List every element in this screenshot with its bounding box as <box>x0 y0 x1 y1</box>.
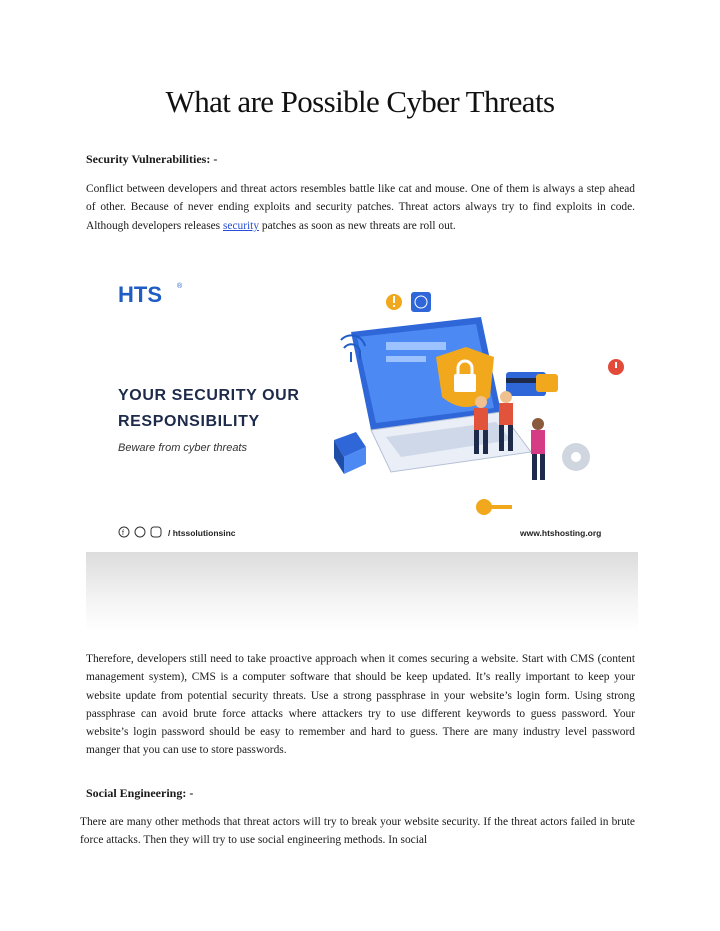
banner-reflection <box>86 552 638 632</box>
instagram-icon <box>151 527 161 537</box>
alert-icon <box>386 294 402 310</box>
key-icon <box>476 499 512 515</box>
hts-logo: HTS <box>118 282 162 307</box>
social-handle: / htssolutionsinc <box>168 528 236 538</box>
hts-banner-image <box>86 262 638 552</box>
chart-panel-icon <box>436 357 476 387</box>
credit-card-icon <box>506 372 558 396</box>
trademark-mark: ® <box>177 283 183 290</box>
svg-text:f: f <box>122 530 124 537</box>
warning-icon <box>608 359 624 375</box>
gear-icon <box>562 443 590 471</box>
banner-website: www.htshosting.org <box>520 528 602 538</box>
user-figure <box>531 418 545 480</box>
banner-headline-line2: RESPONSIBILITY <box>118 413 260 430</box>
twitter-icon <box>135 527 145 537</box>
globe-icon <box>411 292 431 312</box>
facebook-icon <box>119 527 129 537</box>
security-link[interactable]: security <box>222 219 260 232</box>
section-heading-vulnerabilities: Security Vulnerabilities: - <box>86 152 218 166</box>
banner-headline-line1: YOUR SECURITY OUR <box>118 387 300 404</box>
banner-illustration <box>86 262 638 552</box>
page-title: What are Possible Cyber Threats <box>165 84 555 119</box>
paragraph-social-engineering: There are many other methods that threat actors will try to break your website security. If the threat actors failed in brute force attacks. Then they will try to use social engineering methods. In social <box>80 816 635 847</box>
paragraph-text: patches as soon as new threats are roll out. <box>259 219 456 232</box>
section-heading-social-engineering: Social Engineering: - <box>86 786 194 800</box>
paragraph-vulnerabilities <box>86 180 635 235</box>
cube-icon <box>334 432 366 474</box>
banner-tagline: Beware from cyber threats <box>118 442 247 454</box>
paragraph-text: Conflict between developers and threat actors resembles battle like cat and mouse. One of them is always a step ahead of other. Because of never ending exploits and security patches. Threat actors always try to find exploits in code. Although developers releases <box>86 183 635 232</box>
paragraph-followup: Therefore, developers still need to take proactive approach when it comes securing a website. Start with CMS (content management system), CMS is a computer software that should be keep updated. It’s really important to keep your website update from potential security threats. Use a strong passphrase in your website’s login form. Using strong passphrase can avoid brute force attacks where attackers try to use different keywords to guess password. Your website’s login password should be easy to remember and hard to guess. There are many industry level password manger that you can use to store passwords. <box>86 653 635 757</box>
